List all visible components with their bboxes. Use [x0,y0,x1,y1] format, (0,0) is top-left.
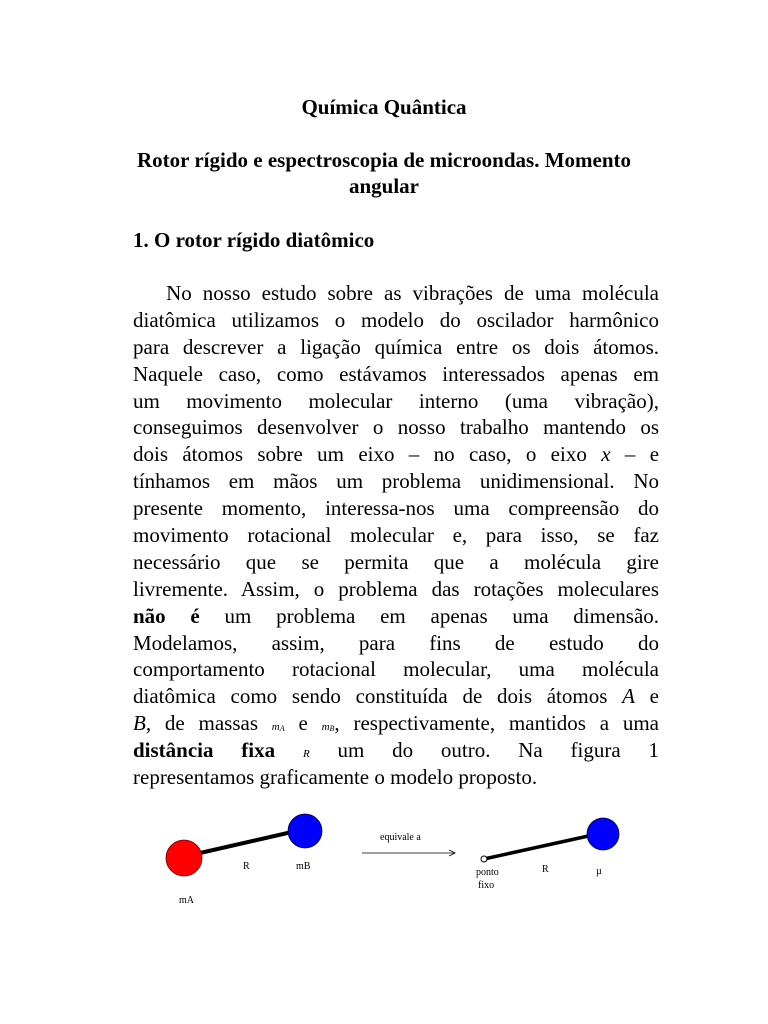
text-line: Modelamos, assim, para fins de estudo do [133,630,659,655]
text-line: para descrever a ligação química entre os dois átomos. [133,334,659,359]
line-text: No nosso estudo sobre as vibrações de uma molécula [166,281,659,305]
atom-b-blue [288,814,322,848]
bold-text: não é [133,603,200,628]
label-r-right: R [542,864,549,875]
reduced-mass-blue [587,818,619,850]
figure-rigid-rotor [150,806,640,916]
mass-subscript: A [279,724,285,734]
line-text: e [298,711,308,736]
page-subtitle: Rotor rígido e espectroscopia de microondas. Momento angular [136,148,632,198]
atom-symbol: B, [133,711,152,736]
text-line: movimento rotacional molecular e, para isso, se faz [133,523,659,548]
text-line [133,737,659,764]
section-heading: 1. O rotor rígido diatômico [133,228,375,252]
mass-symbol [322,711,659,735]
text-line: diatômica utilizamos o modelo do oscilador harmônico [133,307,659,332]
label-mb: mB [296,861,311,872]
text-line: livremente. Assim, o problema das rotações moleculares [133,576,659,601]
axis-variable: x [601,442,611,467]
label-mu: µ [596,866,602,877]
line-text: um do outro. Na figura 1 [337,738,659,763]
text-line [133,603,659,630]
text-line: tínhamos em mãos um problema unidimensional. No [133,469,659,494]
text-line [133,280,659,307]
text-line: comportamento rotacional molecular, uma molécula [133,657,659,682]
text-line: Naquele caso, como estávamos interessados apenas em [133,361,659,386]
distance-symbol: R [302,748,310,761]
mass-letter: m [321,721,330,734]
arrow-label: equivale a [380,832,421,843]
text-line: conseguimos desenvolver o nosso trabalho mantendo os [133,415,659,440]
line-text: e [649,684,659,709]
text-line [133,441,659,468]
bond-line-right [484,833,602,859]
mass-symbol [272,711,285,735]
label-r-left: R [243,861,250,872]
label-ponto: ponto [476,867,499,878]
text-line: representamos graficamente o modelo proposto. [133,765,538,790]
text-line [133,683,659,710]
line-text: , respectivamente, mantidos a uma [334,711,659,736]
mass-subscript: B [329,724,335,734]
label-fixo: fixo [478,880,495,891]
text-line: um movimento molecular interno (uma vibração), [133,388,659,413]
text-line: necessário que se permita que a molécula gire [133,549,659,574]
line-text: de massas [164,711,258,736]
atom-a-red [166,840,202,876]
line-text: diatômica como sendo constituída de dois átomos [133,684,608,709]
page-title: Química Quântica [301,95,467,119]
fixed-point [481,856,487,862]
body-paragraph [133,280,659,791]
label-ma: mA [179,895,194,906]
line-text: um problema em apenas uma dimensão. [224,603,660,628]
atom-symbol: A [622,684,635,709]
line-text: dois átomos sobre um eixo – no caso, o eixo [133,442,587,467]
text-line: presente momento, interessa-nos uma compreensão do [133,496,659,521]
line-text: – e [624,442,660,467]
text-line [133,710,659,737]
mass-letter: m [271,721,280,734]
figure-drawing [150,806,640,916]
bold-text: distância fixa [133,738,276,763]
